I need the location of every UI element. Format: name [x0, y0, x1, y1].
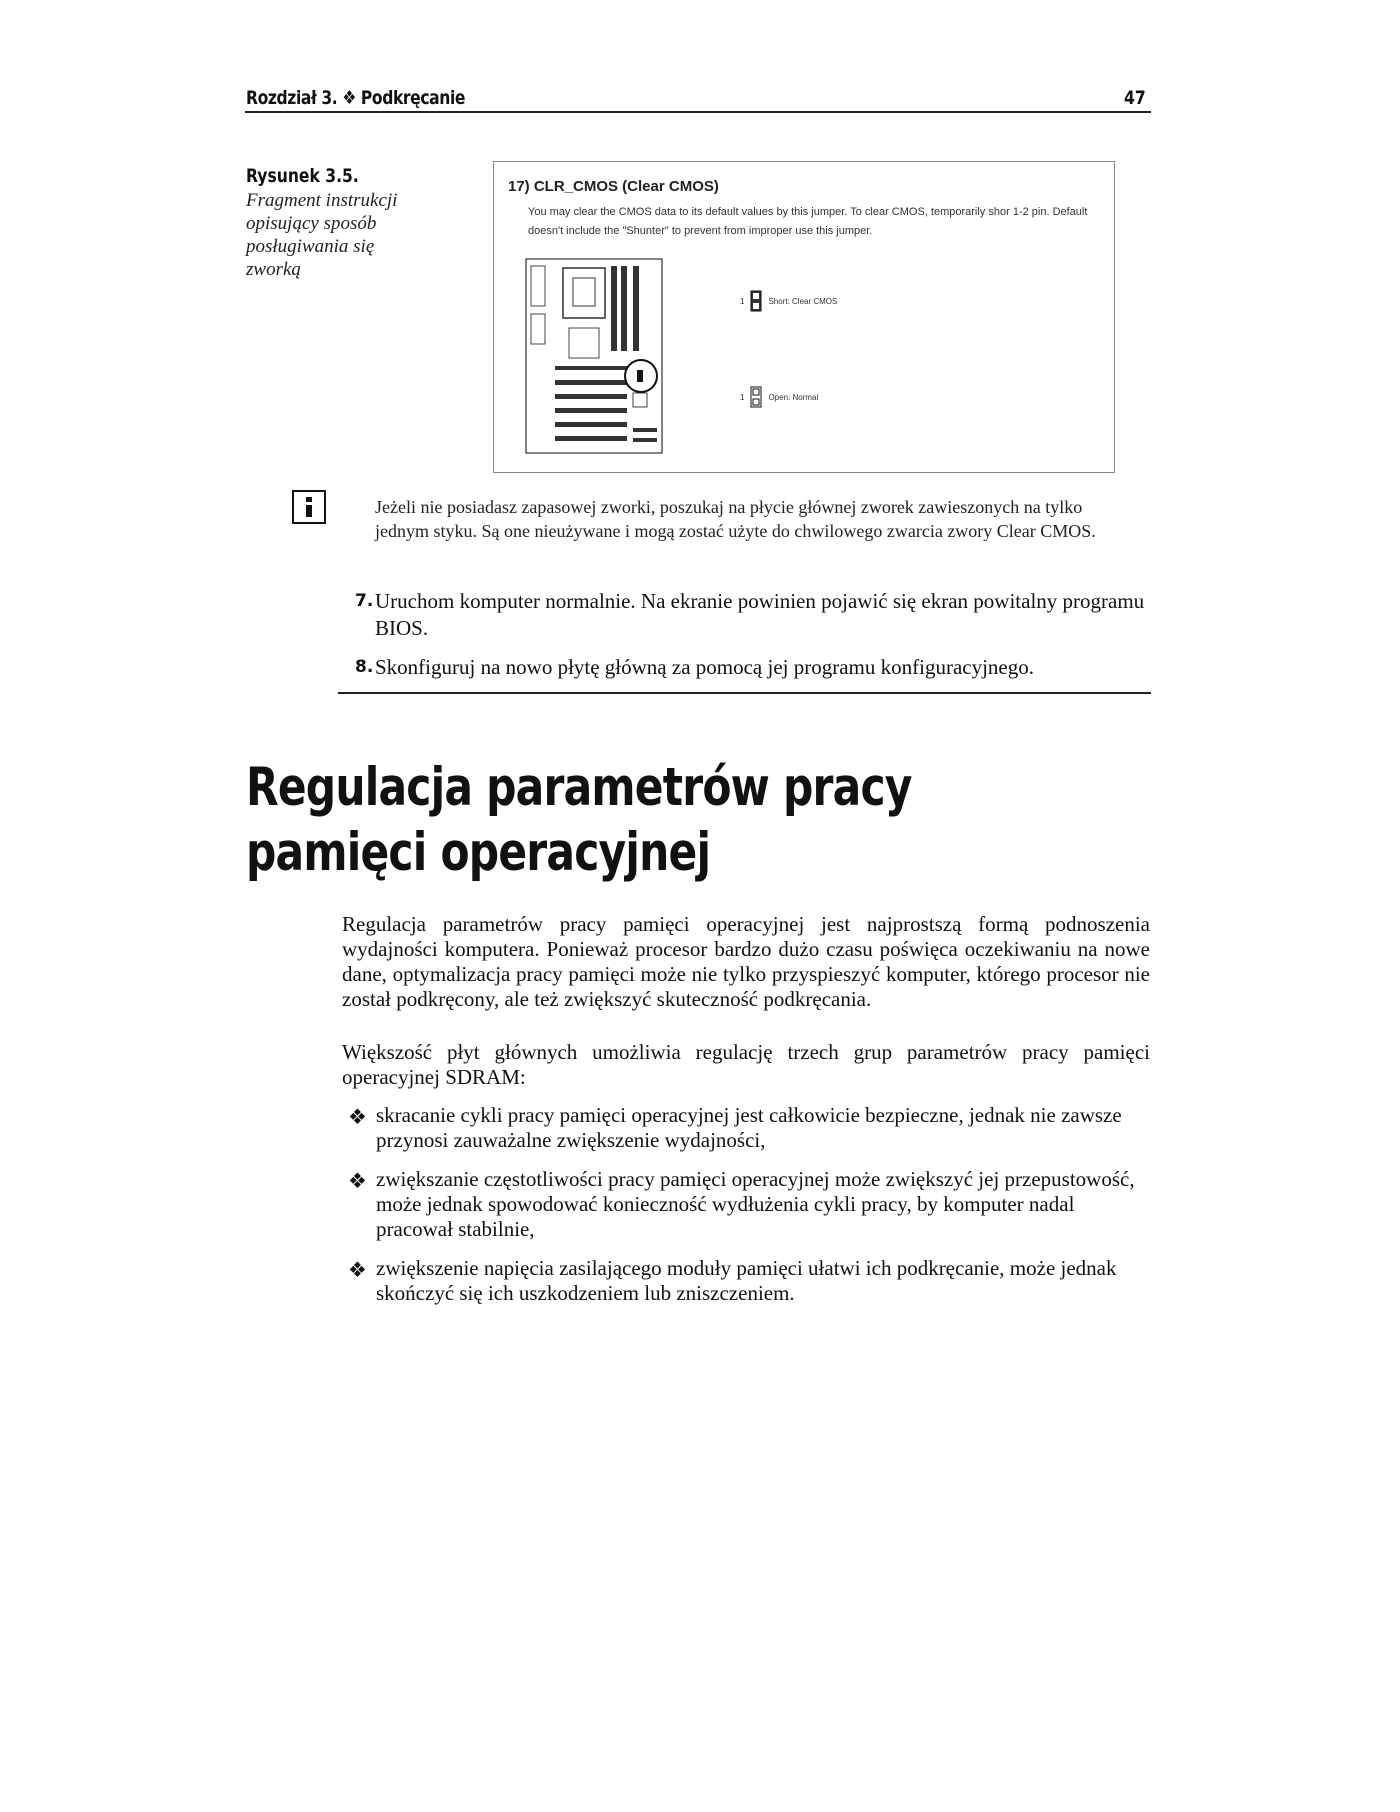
section-heading: Regulacja parametrów pracy pamięci operacyjnej	[246, 757, 912, 883]
list-item	[348, 1167, 1148, 1242]
bullet-text: skracanie cykli pracy pamięci operacyjnej jest całkowicie bezpieczne, jednak nie zawsze przynosi zauważalne zwiększenie wydajności,	[376, 1103, 1122, 1152]
paragraph-2: Większość płyt głównych umożliwia regulację trzech grup parametrów pracy pamięci operacyjnej SDRAM:	[342, 1040, 1150, 1089]
jumper-open-label: Open: Normal	[768, 392, 819, 402]
bullet-list	[348, 1103, 1148, 1320]
chapter-number: Rozdział 3.	[246, 87, 338, 109]
header-rule	[245, 111, 1151, 113]
bullet-icon: ❖	[348, 1169, 367, 1193]
jumper-closed-icon	[750, 290, 762, 312]
paragraph-1: Regulacja parametrów pracy pamięci operacyjnej jest najprostszą formą podnoszenia wydajności komputera. Ponieważ procesor bardzo dużo czasu poświęca oczekiwaniu na nowe dane, optymalizacja pracy pamięci może nie tylko przyspieszyć komputer, którego procesor nie został podkręcony, ale też zwiększyć skuteczność podkręcania.	[342, 912, 1150, 1011]
figure-text: You may clear the CMOS data to its default values by this jumper. To clear CMOS, temporarily shor 1-2 pin. Default doesn't include the "Shunter" to prevent from improper use this jumper.	[528, 206, 1088, 237]
info-icon	[292, 490, 326, 524]
step-number: 7.	[355, 591, 374, 611]
step-number: 8.	[355, 657, 374, 677]
bullet-text: zwiększanie częstotliwości pracy pamięci operacyjnej może zwiększyć jej przepustowość, może jednak spowodować konieczność wydłużenia cykli pracy, by komputer nadal pracował stabilnie,	[376, 1167, 1135, 1241]
pin-one-label: 1	[740, 392, 745, 402]
list-item	[355, 588, 1145, 642]
figure-title: 17) CLR_CMOS (Clear CMOS)	[508, 178, 719, 195]
separator-glyph: ❖	[342, 87, 356, 109]
jumper-short	[740, 290, 837, 312]
list-item	[348, 1256, 1148, 1306]
numbered-steps	[355, 588, 1145, 693]
bullet-icon: ❖	[348, 1105, 367, 1129]
step-text: Uruchom komputer normalnie. Na ekranie powinien pojawić się ekran powitalny programu BIOS.	[375, 589, 1145, 640]
motherboard-diagram	[525, 258, 663, 454]
bullet-icon: ❖	[348, 1258, 367, 1282]
jumper-open-icon	[750, 386, 762, 408]
figure-label: Rysunek 3.5.	[246, 165, 359, 187]
page-number: 47	[1124, 87, 1146, 109]
bullet-text: zwiększenie napięcia zasilającego moduły pamięci ułatwi ich podkręcanie, może jednak skończyć się ich uszkodzeniem lub zniszczeniem.	[376, 1256, 1117, 1305]
list-item	[348, 1103, 1148, 1153]
jumper-open	[740, 386, 818, 408]
list-item	[355, 654, 1145, 681]
steps-rule	[338, 692, 1151, 694]
running-header	[246, 87, 465, 109]
step-text: Skonfiguruj na nowo płytę główną za pomocą jej programu konfiguracyjnego.	[375, 655, 1034, 679]
note-text: Jeżeli nie posiadasz zapasowej zworki, poszukaj na płycie głównej zworek zawieszonych na tylko jednym styku. Są one nieużywane i mogą zostać użyte do chwilowego zwarcia zwory Clear CMOS.	[375, 497, 1096, 541]
jumper-short-label: Short: Clear CMOS	[768, 296, 838, 306]
figure-caption: Fragment instrukcji opisujący sposób posługiwania się zworką	[246, 190, 398, 280]
chapter-title: Podkręcanie	[360, 87, 466, 109]
pin-one-label: 1	[740, 296, 745, 306]
